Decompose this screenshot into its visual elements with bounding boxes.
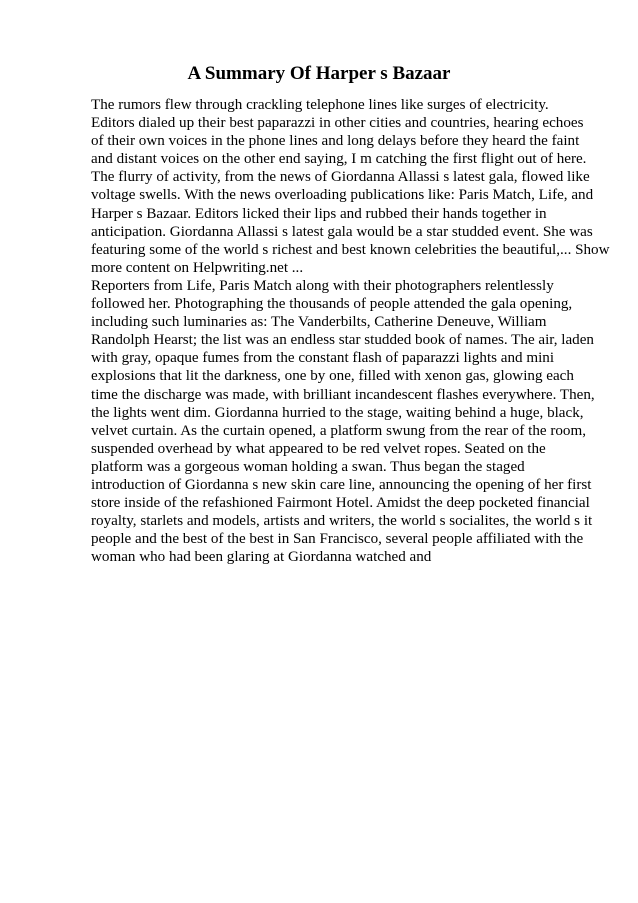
body-line: of their own voices in the phone lines and long delays before they heard the faint (91, 133, 580, 150)
body-line: more content on Helpwriting.net ... (91, 259, 304, 276)
body-line: The flurry of activity, from the news of Giordanna Allassi s latest gala, flowed like (91, 169, 590, 186)
body-line: voltage swells. With the news overloading publications like: Paris Match, Life, and (91, 187, 594, 204)
body-line: store inside of the refashioned Fairmont Hotel. Amidst the deep pocketed financial (91, 495, 590, 512)
body-line: anticipation. Giordanna Allassi s latest gala would be a star studded event. She was (91, 223, 593, 240)
body-line: woman who had been glaring at Giordanna watched and (91, 549, 432, 566)
body-line: introduction of Giordanna s new skin care line, announcing the opening of her first (91, 476, 592, 493)
body-line: platform was a gorgeous woman holding a swan. Thus began the staged (91, 458, 525, 475)
body-line: followed her. Photographing the thousands of people attended the gala opening, (91, 296, 573, 313)
body-line: Harper s Bazaar. Editors licked their lips and rubbed their hands together in (91, 205, 547, 222)
body-line: explosions that lit the darkness, one by one, filled with xenon gas, glowing each (91, 368, 574, 385)
document-title: A Summary Of Harper s Bazaar (187, 63, 451, 84)
document-body (91, 96, 611, 566)
body-line: Randolph Hearst; the list was an endless star studded book of names. The air, laden (91, 332, 594, 349)
body-line: and distant voices on the other end saying, I m catching the first flight out of here. (91, 151, 587, 168)
body-line: time the discharge was made, with brilliant incandescent flashes everywhere. Then, (91, 386, 595, 403)
body-line: Reporters from Life, Paris Match along with their photographers relentlessly (91, 277, 554, 294)
body-line: royalty, starlets and models, artists and writers, the world s socialites, the world s it (91, 513, 593, 530)
body-line: people and the best of the best in San Francisco, several people affiliated with the (91, 531, 584, 548)
body-line: including such luminaries as: The Vanderbilts, Catherine Deneuve, William (91, 314, 547, 331)
body-line: with gray, opaque fumes from the constant flash of paparazzi lights and mini (91, 350, 555, 367)
body-line: suspended overhead by what appeared to be red velvet ropes. Seated on the (91, 440, 546, 457)
body-line: The rumors flew through crackling telephone lines like surges of electricity. (91, 97, 549, 113)
body-line: velvet curtain. As the curtain opened, a platform swung from the rear of the room, (91, 422, 586, 439)
body-line: featuring some of the world s richest and best known celebrities the beautiful,... Show (91, 241, 610, 258)
body-line: the lights went dim. Giordanna hurried to the stage, waiting behind a huge, black, (91, 404, 584, 421)
body-line: Editors dialed up their best paparazzi in other cities and countries, hearing echoes (91, 115, 584, 132)
